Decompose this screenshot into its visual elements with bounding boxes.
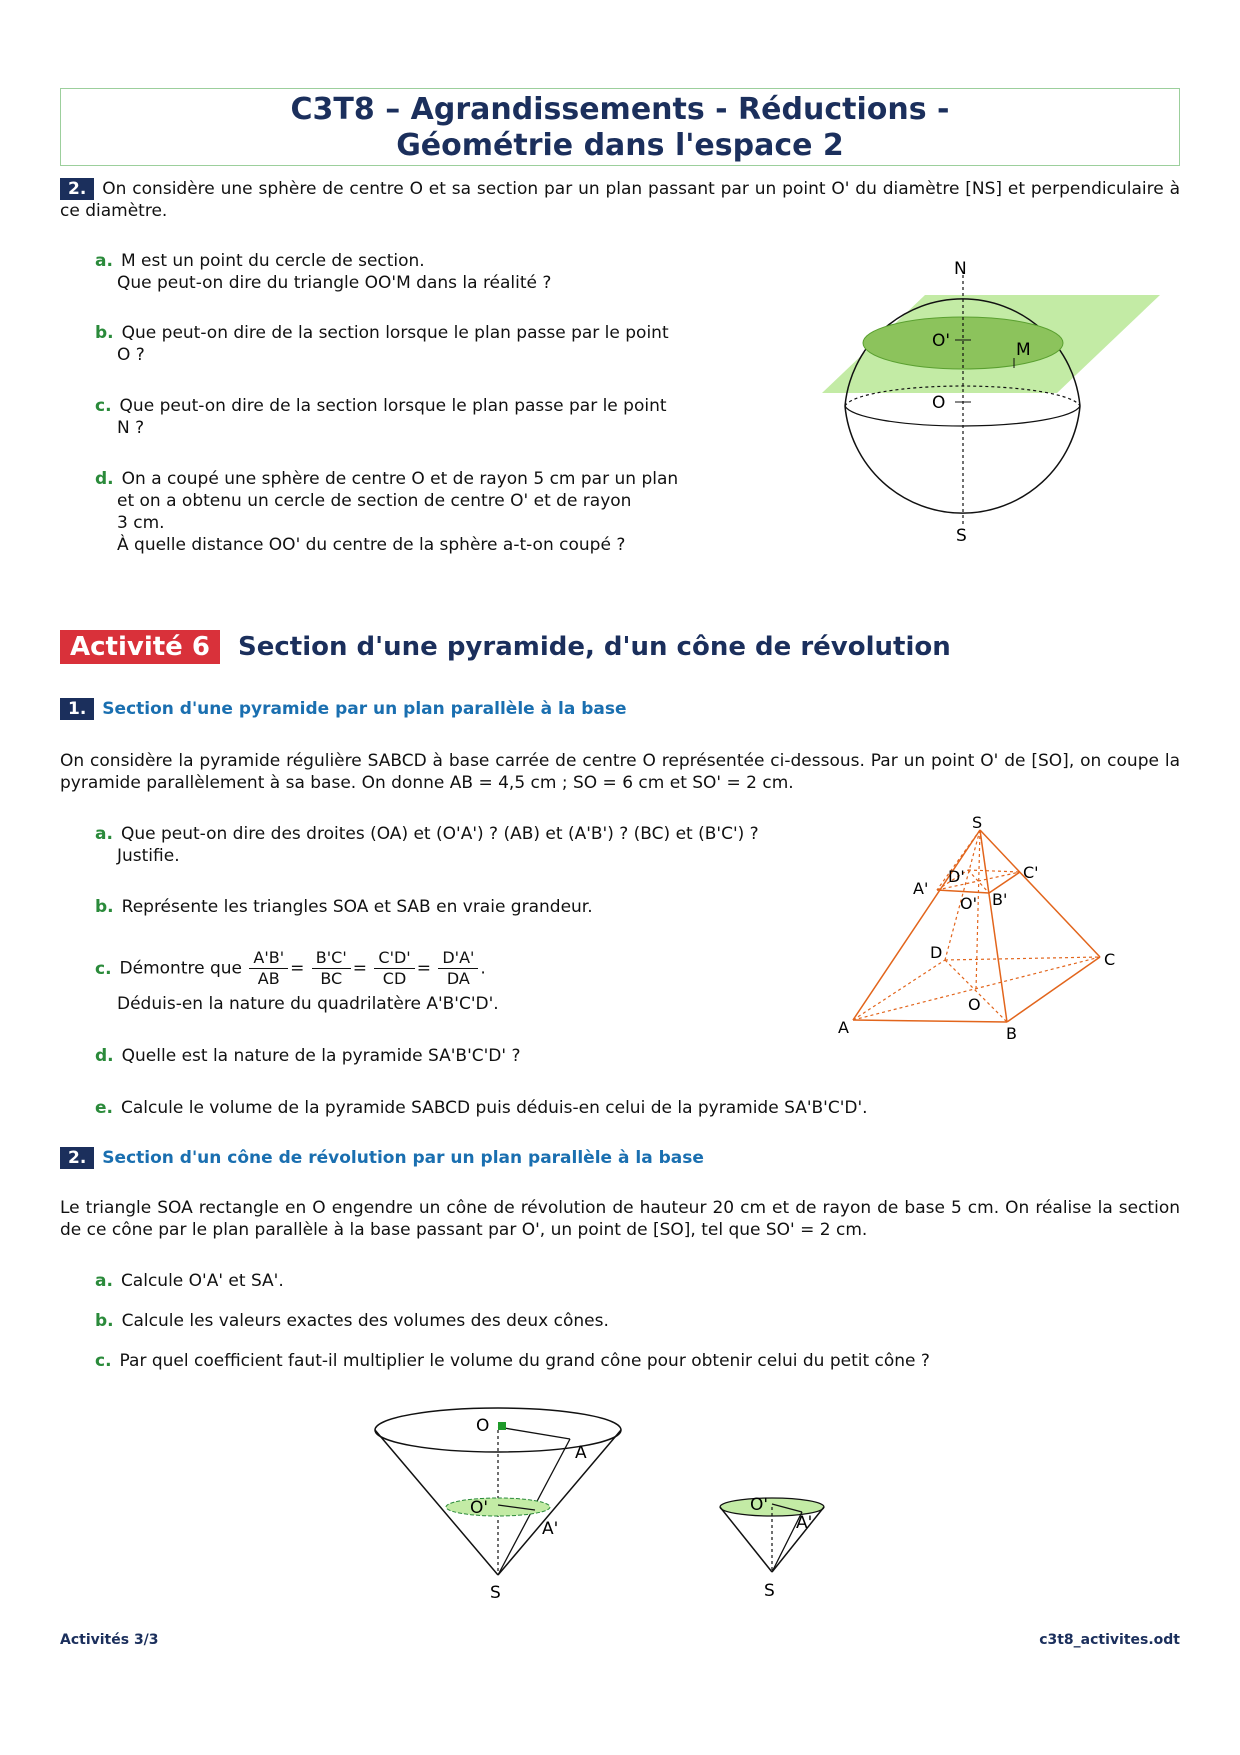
label-s: S bbox=[956, 526, 967, 546]
question-label: c. bbox=[95, 958, 112, 979]
fraction-denominator: CD bbox=[382, 969, 407, 988]
fraction-numerator: B'C' bbox=[312, 948, 351, 969]
question-1c bbox=[95, 948, 795, 989]
question-label: d. bbox=[95, 1046, 114, 1066]
label-b: B bbox=[1006, 1024, 1017, 1043]
cones-figure bbox=[370, 1400, 850, 1610]
label-o: O bbox=[968, 995, 981, 1014]
question-label: c. bbox=[95, 1351, 112, 1371]
question-text: Démontre que bbox=[119, 958, 242, 979]
label-o-prime: O' bbox=[470, 1498, 489, 1518]
question-text: Justifie. bbox=[117, 846, 180, 866]
section1-intro: On considère la pyramide régulière SABCD à base carrée de centre O représentée ci-dessous. Par un point O' de [SO], on coupe la pyramide parallèlement à sa base. On donne AB = 4,5 cm ; SO = 6 cm et SO' = 2 cm. bbox=[60, 751, 1180, 793]
footer-left: Activités 3/3 bbox=[60, 1632, 159, 1648]
period: . bbox=[480, 958, 486, 979]
page-title-box bbox=[60, 88, 1180, 166]
question-text: Calcule le volume de la pyramide SABCD puis déduis-en celui de la pyramide SA'B'C'D'. bbox=[121, 1098, 868, 1118]
question-2-c bbox=[95, 1350, 1155, 1372]
question-2d bbox=[95, 468, 745, 556]
big-cone-oa bbox=[498, 1427, 570, 1439]
label-b-prime: B' bbox=[992, 890, 1008, 909]
label-m: M bbox=[1016, 340, 1031, 360]
question-text: À quelle distance OO' du centre de la sphère a-t-on coupé ? bbox=[117, 535, 626, 555]
question-label: b. bbox=[95, 1311, 114, 1331]
question-2c bbox=[95, 395, 735, 439]
question-text: M est un point du cercle de section. bbox=[120, 251, 425, 271]
edge-sb bbox=[980, 830, 1007, 1022]
question-text: Que peut-on dire de la section lorsque le plan passe par le point bbox=[121, 323, 669, 343]
question-text: Que peut-on dire du triangle OO'M dans la réalité ? bbox=[117, 273, 552, 293]
part2-intro-text: On considère une sphère de centre O et sa section par un plan passant par un point O' du diamètre [NS] et perpendiculaire à ce diamètre. bbox=[60, 179, 1180, 221]
question-text: Représente les triangles SOA et SAB en vraie grandeur. bbox=[121, 897, 593, 917]
equals-sign: = bbox=[352, 958, 367, 979]
edge-bc bbox=[1007, 957, 1100, 1022]
label-s: S bbox=[972, 815, 983, 832]
question-2a bbox=[95, 250, 735, 294]
fraction-numerator: D'A' bbox=[438, 948, 478, 969]
question-2-b bbox=[95, 1310, 995, 1332]
fraction-ab bbox=[249, 948, 288, 989]
question-1b bbox=[95, 896, 795, 918]
question-text: Calcule les valeurs exactes des volumes des deux cônes. bbox=[121, 1311, 609, 1331]
edge-sa bbox=[853, 830, 980, 1020]
part2-number: 2. bbox=[60, 178, 94, 200]
label-a: A bbox=[575, 1443, 587, 1463]
label-o-prime: O' bbox=[960, 894, 977, 913]
edge-a-prime-b-prime bbox=[937, 890, 989, 893]
small-cone-generator-left bbox=[720, 1507, 772, 1572]
label-n: N bbox=[954, 259, 967, 279]
section2-intro: Le triangle SOA rectangle en O engendre un cône de révolution de hauteur 20 cm et de rayon de base 5 cm. On réalise la section de ce cône par le plan parallèle à la base passant par O', un point de [SO], tel que SO' = 2 cm. bbox=[60, 1198, 1180, 1240]
fraction-denominator: AB bbox=[257, 969, 280, 988]
edge-d-prime-c-prime bbox=[968, 870, 1020, 872]
question-text: 3 cm. bbox=[117, 513, 165, 533]
equals-sign: = bbox=[290, 958, 305, 979]
question-text: et on a obtenu un cercle de section de centre O' et de rayon bbox=[117, 491, 632, 511]
label-a-prime: A' bbox=[913, 879, 929, 898]
question-text: Calcule O'A' et SA'. bbox=[120, 1271, 284, 1291]
label-d: D bbox=[930, 943, 943, 962]
edge-ab bbox=[853, 1020, 1007, 1022]
label-c-prime: C' bbox=[1023, 863, 1039, 882]
big-cone-section bbox=[446, 1498, 550, 1516]
fraction-bc bbox=[312, 948, 351, 989]
label-o: O bbox=[476, 1416, 490, 1436]
edge-ad bbox=[853, 960, 945, 1020]
part2-intro bbox=[60, 178, 1180, 222]
section1-number: 1. bbox=[60, 698, 94, 720]
section1-title: Section d'une pyramide par un plan parallèle à la base bbox=[102, 699, 627, 719]
section2-number: 2. bbox=[60, 1147, 94, 1169]
question-text: Que peut-on dire de la section lorsque le plan passe par le point bbox=[119, 396, 667, 416]
sphere-figure bbox=[740, 255, 1180, 555]
question-label: b. bbox=[95, 897, 114, 917]
question-label: e. bbox=[95, 1098, 113, 1118]
label-a: A bbox=[838, 1018, 849, 1037]
fraction-numerator: A'B' bbox=[249, 948, 288, 969]
question-2-a bbox=[95, 1270, 995, 1292]
fraction-numerator: C'D' bbox=[374, 948, 414, 969]
pyramid-figure bbox=[830, 815, 1140, 1045]
label-a-prime-small: A' bbox=[796, 1513, 813, 1533]
label-s-small: S bbox=[764, 1581, 775, 1601]
activity-tag: Activité 6 bbox=[60, 630, 220, 664]
question-label: a. bbox=[95, 1271, 113, 1291]
footer-right: c3t8_activites.odt bbox=[1039, 1632, 1180, 1648]
page-title-line1: C3T8 – Agrandissements - Réductions - bbox=[290, 92, 950, 127]
question-1d bbox=[95, 1045, 795, 1067]
label-o: O bbox=[932, 393, 946, 413]
equals-sign: = bbox=[416, 958, 431, 979]
label-a-prime: A' bbox=[542, 1519, 559, 1539]
question-1e bbox=[95, 1097, 1095, 1119]
fraction-da bbox=[438, 948, 478, 989]
section2-title: Section d'un cône de révolution par un plan parallèle à la base bbox=[102, 1148, 704, 1168]
label-c: C bbox=[1104, 950, 1116, 969]
label-o-prime-small: O' bbox=[750, 1495, 769, 1515]
label-s: S bbox=[490, 1583, 501, 1603]
page-title-line2: Géométrie dans l'espace 2 bbox=[396, 128, 844, 163]
question-label: b. bbox=[95, 323, 114, 343]
label-o-prime: O' bbox=[932, 331, 951, 351]
edge-dc bbox=[945, 957, 1100, 960]
question-label: c. bbox=[95, 396, 112, 416]
fraction-denominator: BC bbox=[320, 969, 343, 988]
question-label: a. bbox=[95, 251, 113, 271]
right-angle-marker bbox=[498, 1422, 506, 1430]
question-label: a. bbox=[95, 824, 113, 844]
question-text: On a coupé une sphère de centre O et de rayon 5 cm par un plan bbox=[121, 469, 679, 489]
section1-heading bbox=[60, 698, 627, 720]
question-2b bbox=[95, 322, 735, 366]
question-text: N ? bbox=[117, 418, 145, 438]
question-text: O ? bbox=[117, 345, 145, 365]
fraction-cd bbox=[374, 948, 414, 989]
section2-heading bbox=[60, 1147, 704, 1169]
question-text: Quelle est la nature de la pyramide SA'B'C'D' ? bbox=[121, 1046, 521, 1066]
question-label: d. bbox=[95, 469, 114, 489]
question-1a bbox=[95, 823, 855, 867]
activity-title: Section d'une pyramide, d'un cône de révolution bbox=[238, 632, 951, 662]
question-1c-line2: Déduis-en la nature du quadrilatère A'B'C'D'. bbox=[117, 994, 499, 1014]
label-d-prime: D' bbox=[948, 867, 965, 886]
fraction-denominator: DA bbox=[446, 969, 470, 988]
question-text: Par quel coefficient faut-il multiplier le volume du grand cône pour obtenir celui du petit cône ? bbox=[119, 1351, 930, 1371]
question-text: Que peut-on dire des droites (OA) et (O'A') ? (AB) et (A'B') ? (BC) et (B'C') ? bbox=[120, 824, 759, 844]
